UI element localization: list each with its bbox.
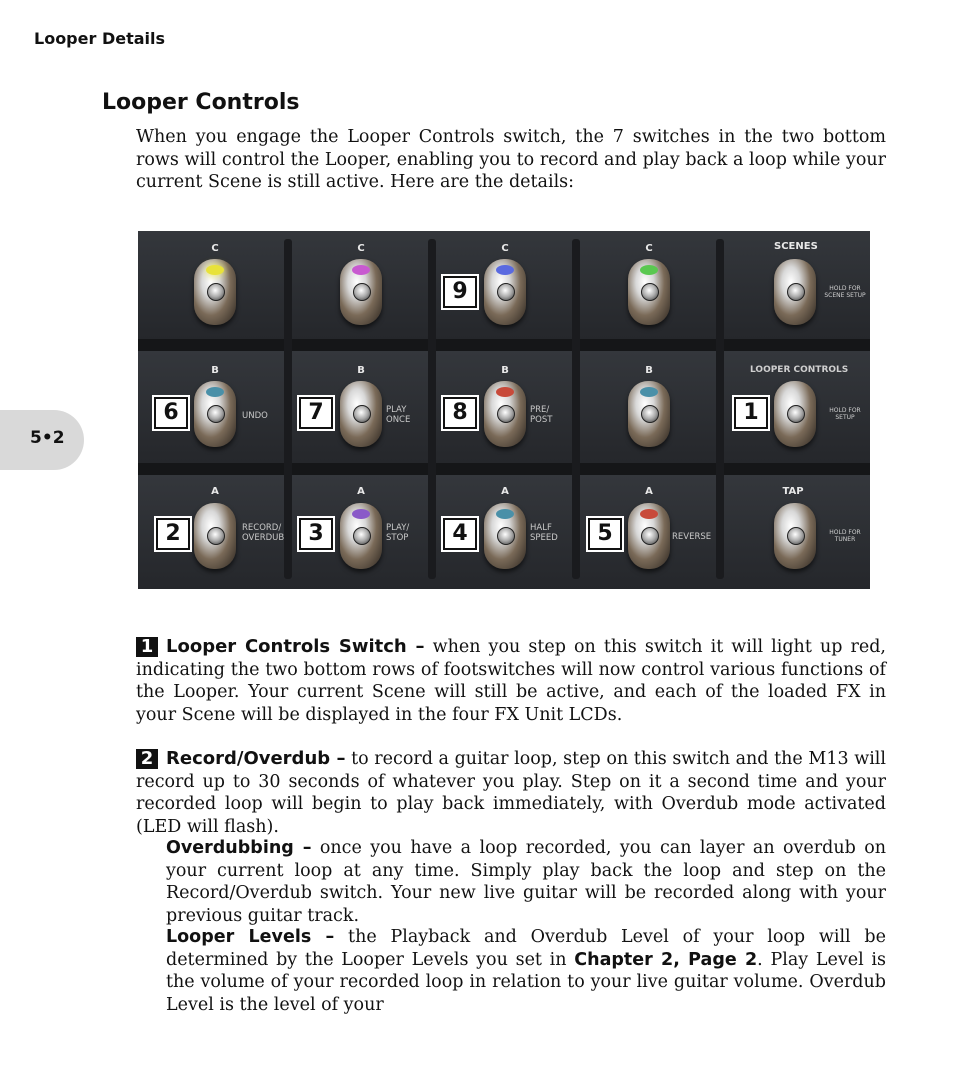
row-label-c: C <box>357 243 365 254</box>
switch-stem <box>497 527 515 545</box>
column-divider <box>572 239 580 579</box>
subitem-title: Overdubbing – <box>166 838 312 858</box>
function-label-play-stop: PLAY/ STOP <box>386 523 410 543</box>
footswitch-scenes[interactable] <box>774 259 816 325</box>
callout-1: 1 <box>734 397 768 429</box>
row-separator <box>138 463 870 475</box>
callout-5: 5 <box>588 518 622 550</box>
column-divider <box>428 239 436 579</box>
item-text: to record a guitar loop, step on this switch and the M13 will record up to 30 seconds of whatever you play. Step on it a second time and your recorded loop will begin to play back immediately, with Overdub mode activated (LED will flash). <box>136 749 886 837</box>
function-label-pre-post: PRE/ POST <box>530 405 553 425</box>
subitem-text: once you have a loop recorded, you can layer an overdub on your current loop at any time. Simply play back the loop and step on the Record/Overdub switch. Your new live guitar will be recorded along with your previous guitar track. <box>166 838 886 926</box>
subitem-title: Looper Levels – <box>166 927 335 947</box>
row-label-a: A <box>211 486 219 497</box>
chapter-reference: Chapter 2, Page 2 <box>574 949 758 970</box>
switch-stem <box>207 527 225 545</box>
scenes-label: SCENES <box>774 241 818 252</box>
looper-controls-label: LOOPER CONTROLS <box>750 365 849 375</box>
switch-stem <box>787 405 805 423</box>
row-label-a: A <box>501 486 509 497</box>
section-title: Looper Controls <box>102 90 300 115</box>
row-label-c: C <box>645 243 653 254</box>
switch-stem <box>497 283 515 301</box>
item-badge: 1 <box>136 637 158 657</box>
footswitch-tap[interactable] <box>774 503 816 569</box>
tap-hold-label: HOLD FOR TUNER <box>829 529 861 543</box>
tap-label: TAP <box>782 486 804 497</box>
running-header: Looper Details <box>34 29 166 48</box>
switch-stem <box>641 283 659 301</box>
looper-hold-label: HOLD FOR SETUP <box>829 407 861 421</box>
function-label-undo: UNDO <box>242 411 268 421</box>
callout-4: 4 <box>443 518 477 550</box>
led-green <box>640 265 658 275</box>
footswitch-b3[interactable] <box>484 381 526 447</box>
led-teal <box>206 387 224 397</box>
callout-8: 8 <box>443 397 477 429</box>
item-record-overdub <box>136 748 886 838</box>
item-title: Looper Controls Switch – <box>166 636 425 657</box>
callout-3: 3 <box>299 518 333 550</box>
function-label-play-once: PLAY ONCE <box>386 405 411 425</box>
item-text: when you step on this switch it will light up red, indicating the two bottom rows of footswitches will now control various functions of the Looper. Your current Scene will still be active, and each of the loaded FX in your Scene will be displayed in the four FX Unit LCDs. <box>136 637 886 725</box>
footswitch-a1[interactable] <box>194 503 236 569</box>
led-red <box>640 509 658 519</box>
row-label-b: B <box>211 365 219 376</box>
item-looper-controls-switch <box>136 636 886 726</box>
switch-stem <box>641 527 659 545</box>
switch-stem <box>353 283 371 301</box>
subitem-text: the Playback and Overdub Level of your loop will be determined by the Looper Levels you set in <box>166 927 886 970</box>
function-label-reverse: REVERSE <box>672 532 712 542</box>
row-separator <box>138 339 870 351</box>
led-teal <box>640 387 658 397</box>
row-label-c: C <box>501 243 509 254</box>
function-label-record-overdub: RECORD/ OVERDUB <box>242 523 285 543</box>
led-yellow <box>206 265 224 275</box>
row-label-a: A <box>357 486 365 497</box>
footswitch-a3[interactable] <box>484 503 526 569</box>
column-divider <box>716 239 724 579</box>
item-badge: 2 <box>136 749 158 769</box>
row-label-c: C <box>211 243 219 254</box>
led-magenta <box>352 265 370 275</box>
switch-stem <box>207 283 225 301</box>
footswitch-photo <box>138 231 870 589</box>
intro-paragraph: When you engage the Looper Controls switch, the 7 switches in the two bottom rows will control the Looper, enabling you to record and play back a loop while your current Scene is still active. Here are the details: <box>136 127 886 192</box>
callout-2: 2 <box>156 518 190 550</box>
switch-stem <box>353 527 371 545</box>
footswitch-looper-controls[interactable] <box>774 381 816 447</box>
footswitch-c3[interactable] <box>484 259 526 325</box>
callout-6: 6 <box>154 397 188 429</box>
footswitch-a4[interactable] <box>628 503 670 569</box>
row-label-a: A <box>645 486 653 497</box>
led-teal <box>496 509 514 519</box>
item-title: Record/Overdub – <box>166 748 346 769</box>
footswitch-b4[interactable] <box>628 381 670 447</box>
footswitch-a2[interactable] <box>340 503 382 569</box>
switch-stem <box>353 405 371 423</box>
led-red <box>496 387 514 397</box>
scenes-hold-label: HOLD FOR SCENE SETUP <box>824 285 866 299</box>
switch-stem <box>497 405 515 423</box>
footswitch-c4[interactable] <box>628 259 670 325</box>
subitem-overdubbing <box>166 837 886 927</box>
row-label-b: B <box>501 365 509 376</box>
switch-stem <box>787 527 805 545</box>
footswitch-b1[interactable] <box>194 381 236 447</box>
led-blue <box>496 265 514 275</box>
row-label-b: B <box>645 365 653 376</box>
row-label-b: B <box>357 365 365 376</box>
switch-stem <box>207 405 225 423</box>
subitem-text-continued: . Play Level is the volume of your recorded loop in relation to your live guitar volume. Overdub Level is the level of your <box>166 949 887 1015</box>
switch-stem <box>641 405 659 423</box>
function-label-half-speed: HALF SPEED <box>530 523 558 543</box>
page-number: 5•2 <box>30 428 65 448</box>
footswitch-b2[interactable] <box>340 381 382 447</box>
switch-stem <box>787 283 805 301</box>
callout-9: 9 <box>443 276 477 308</box>
footswitch-c1[interactable] <box>194 259 236 325</box>
led-purple <box>352 509 370 519</box>
subitem-looper-levels <box>166 926 886 1016</box>
callout-7: 7 <box>299 397 333 429</box>
footswitch-c2[interactable] <box>340 259 382 325</box>
